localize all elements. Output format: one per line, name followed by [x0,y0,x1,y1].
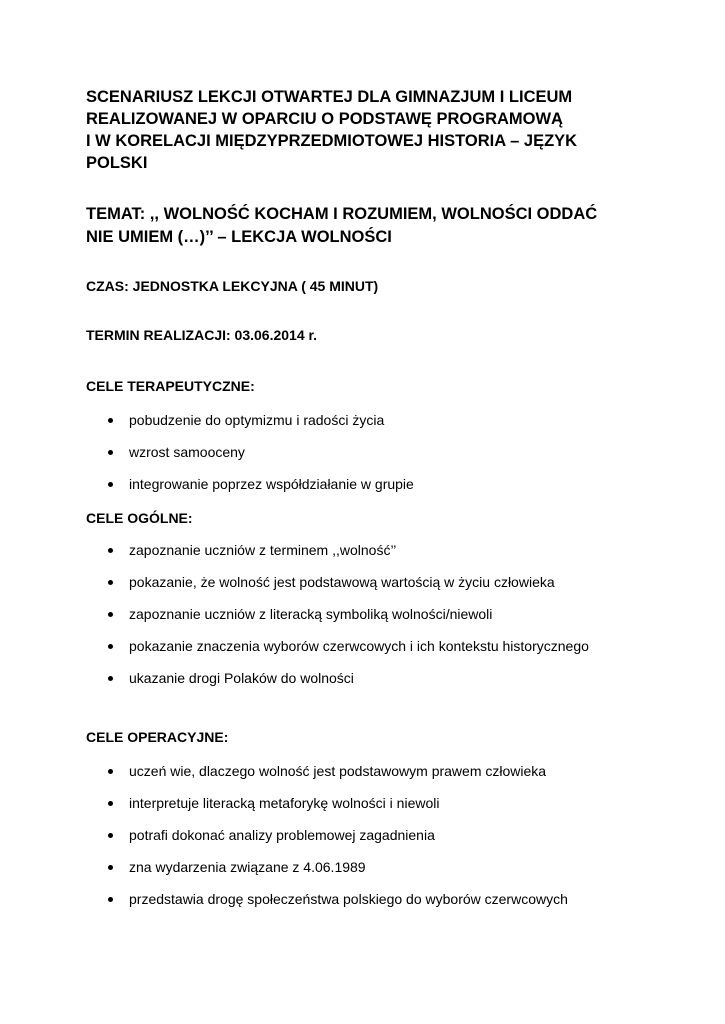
bullet-icon [108,612,113,617]
list-item-text: pobudzenie do optymizmu i radości życia [129,412,385,428]
list-item-text: zapoznanie uczniów z terminem ,,wolność’’ [129,542,397,558]
title-line: POLSKI [86,154,148,172]
list-item-text: potrafi dokonać analizy problemowej zagadnienia [129,827,435,843]
list-item-text: uczeń wie, dlaczego wolność jest podstawowym prawem człowieka [129,763,547,779]
operational-goals-heading: CELE OPERACYJNE: [86,729,229,745]
topic-line: TEMAT: ,, WOLNOŚĆ KOCHAM I ROZUMIEM, WOLNOŚCI ODDAĆ [86,205,598,223]
bullet-icon [108,644,113,649]
list-item-text: zapoznanie uczniów z literacką symboliką wolności/niewoli [129,606,493,622]
list-item-text: interpretuje literacką metaforykę wolności i niewoli [129,795,440,811]
document-title [86,86,646,174]
title-line: SCENARIUSZ LEKCJI OTWARTEJ DLA GIMNAZJUM I LICEUM [86,88,573,106]
list-item-text: pokazanie znaczenia wyborów czerwcowych i ich kontekstu historycznego [129,638,589,654]
list-item-text: ukazanie drogi Polaków do wolności [129,670,354,686]
bullet-icon [108,769,113,774]
list-item-text: integrowanie poprzez współdziałanie w grupie [129,476,414,492]
bullet-icon [108,548,113,553]
bullet-icon [108,801,113,806]
bullet-icon [108,418,113,423]
lesson-time: CZAS: JEDNOSTKA LEKCYJNA ( 45 MINUT) [86,278,379,294]
bullet-icon [108,833,113,838]
general-goals-heading: CELE OGÓLNE: [86,510,193,526]
list-item-text: zna wydarzenia związane z 4.06.1989 [129,859,366,875]
bullet-icon [108,676,113,681]
title-line: REALIZOWANEJ W OPARCIU O PODSTAWĘ PROGRAMOWĄ [86,110,563,128]
lesson-term: TERMIN REALIZACJI: 03.06.2014 r. [86,327,318,343]
lesson-topic [86,203,666,249]
bullet-icon [108,450,113,455]
bullet-icon [108,482,113,487]
title-line: I W KORELACJI MIĘDZYPRZEDMIOTOWEJ HISTORIA – JĘZYK [86,132,578,150]
bullet-icon [108,580,113,585]
list-item-text: przedstawia drogę społeczeństwa polskiego do wyborów czerwcowych [129,891,568,907]
list-item-text: pokazanie, że wolność jest podstawową wartością w życiu człowieka [129,574,555,590]
list-item-text: wzrost samooceny [129,444,245,460]
therapeutic-goals-heading: CELE TERAPEUTYCZNE: [86,378,255,394]
topic-line: NIE UMIEM (…)’’ – LEKCJA WOLNOŚCI [86,228,392,246]
bullet-icon [108,865,113,870]
bullet-icon [108,897,113,902]
